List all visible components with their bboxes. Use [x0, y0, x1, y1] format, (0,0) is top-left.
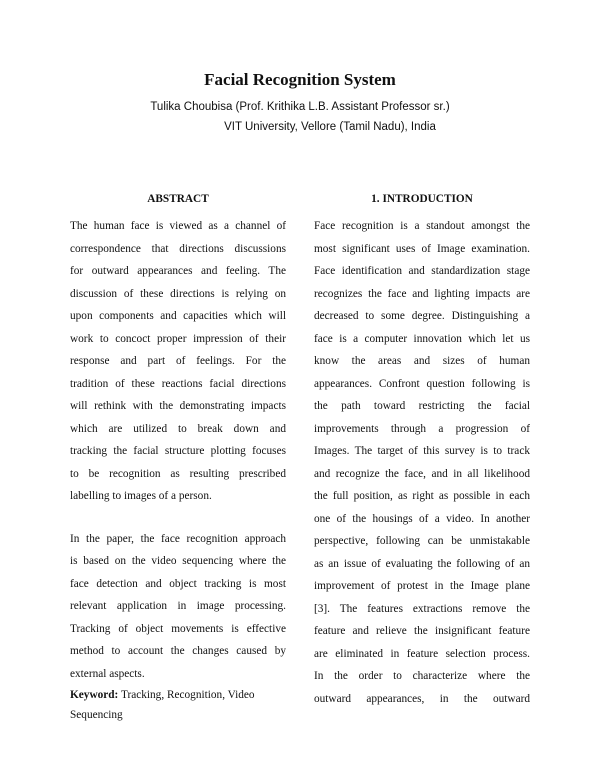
text-line: are eliminated in feature selection process. — [314, 647, 530, 660]
keywords-text-continued: Sequencing — [70, 709, 123, 721]
text-line: tracking the facial structure plotting focuses — [70, 445, 286, 457]
text-line: decreased to some degree. Distinguishing a — [314, 310, 530, 322]
text-line: Face identification and standardization stage — [314, 265, 530, 277]
text-line: to be recognition as resulting prescribed — [70, 467, 286, 480]
text-line: face is a computer innovation which let us — [314, 332, 530, 345]
keywords-text: Tracking, Recognition, Video — [118, 689, 255, 701]
text-line: improvements through a progression of — [314, 422, 530, 435]
text-line: know the areas and sizes of human — [314, 355, 530, 367]
text-line: face detection and object tracking is most — [70, 577, 286, 590]
introduction-column — [314, 192, 530, 710]
text-line: recognizes the face and lighting impacts are — [314, 287, 530, 300]
text-line: response and part of feelings. For the — [70, 355, 286, 367]
text-line: Images. The target of this survey is to track — [314, 445, 530, 457]
text-line: the path toward restricting the facial — [314, 400, 530, 412]
text-line: labelling to images of a person. — [70, 490, 212, 502]
text-line: perspective, following can be unmistakable — [314, 535, 530, 547]
text-line: the full position, as right as possible in each — [314, 490, 530, 502]
text-line: and recognize the face, and in all likelihood — [314, 467, 530, 480]
text-line: will rethink with the demonstrating impacts — [70, 400, 286, 412]
text-line: method to account the changes caused by — [70, 645, 286, 657]
paragraph-gap — [70, 508, 286, 528]
text-line: [3]. The features extractions remove the — [314, 602, 530, 615]
text-line: Tracking of object movements is effective — [70, 622, 286, 635]
text-line: upon components and capacities which will — [70, 310, 286, 322]
introduction-paragraph — [314, 215, 530, 710]
text-line: correspondence that directions discussions — [70, 242, 286, 255]
text-line: In the order to characterize where the — [314, 670, 530, 682]
paper-title: Facial Recognition System — [204, 70, 396, 89]
text-line: for outward appearances and feeling. The — [70, 265, 286, 277]
text-line: is based on the video sequencing where the — [70, 555, 286, 567]
text-line: appearances. Confront question following is — [314, 377, 530, 390]
text-line: tradition of these reactions facial directions — [70, 377, 286, 390]
abstract-column — [70, 192, 286, 725]
text-line: which are utilized to break down and — [70, 422, 286, 435]
text-line: one of the housings of a video. In another — [314, 512, 530, 525]
keywords-line — [70, 685, 286, 705]
text-line: improvement of protest in the Image plane — [314, 580, 530, 592]
text-line: feature and relieve the insignificant feature — [314, 625, 530, 637]
text-line: outward appearances, in the outward — [314, 692, 530, 705]
keywords-label: Keyword: — [70, 689, 119, 701]
abstract-heading: ABSTRACT — [147, 193, 209, 205]
text-line: Face recognition is a standout amongst the — [314, 220, 530, 232]
text-line: work to concoct proper impression of their — [70, 332, 286, 345]
paper-affiliation: VIT University, Vellore (Tamil Nadu), India — [224, 121, 436, 133]
text-line: most significant uses of Image examination. — [314, 242, 530, 255]
text-line: In the paper, the face recognition approach — [70, 532, 286, 545]
abstract-paragraph-2 — [70, 528, 286, 686]
text-line: discussion of these directions is relying on — [70, 287, 286, 300]
text-line: relevant application in image processing. — [70, 600, 286, 612]
text-line: as an issue of evaluating the following of an — [314, 557, 530, 570]
paper-authors: Tulika Choubisa (Prof. Krithika L.B. Assistant Professor sr.) — [150, 101, 450, 113]
text-line: external aspects. — [70, 667, 145, 680]
text-line: The human face is viewed as a channel of — [70, 220, 286, 232]
abstract-paragraph-1 — [70, 215, 286, 508]
introduction-heading: 1. INTRODUCTION — [371, 193, 473, 205]
